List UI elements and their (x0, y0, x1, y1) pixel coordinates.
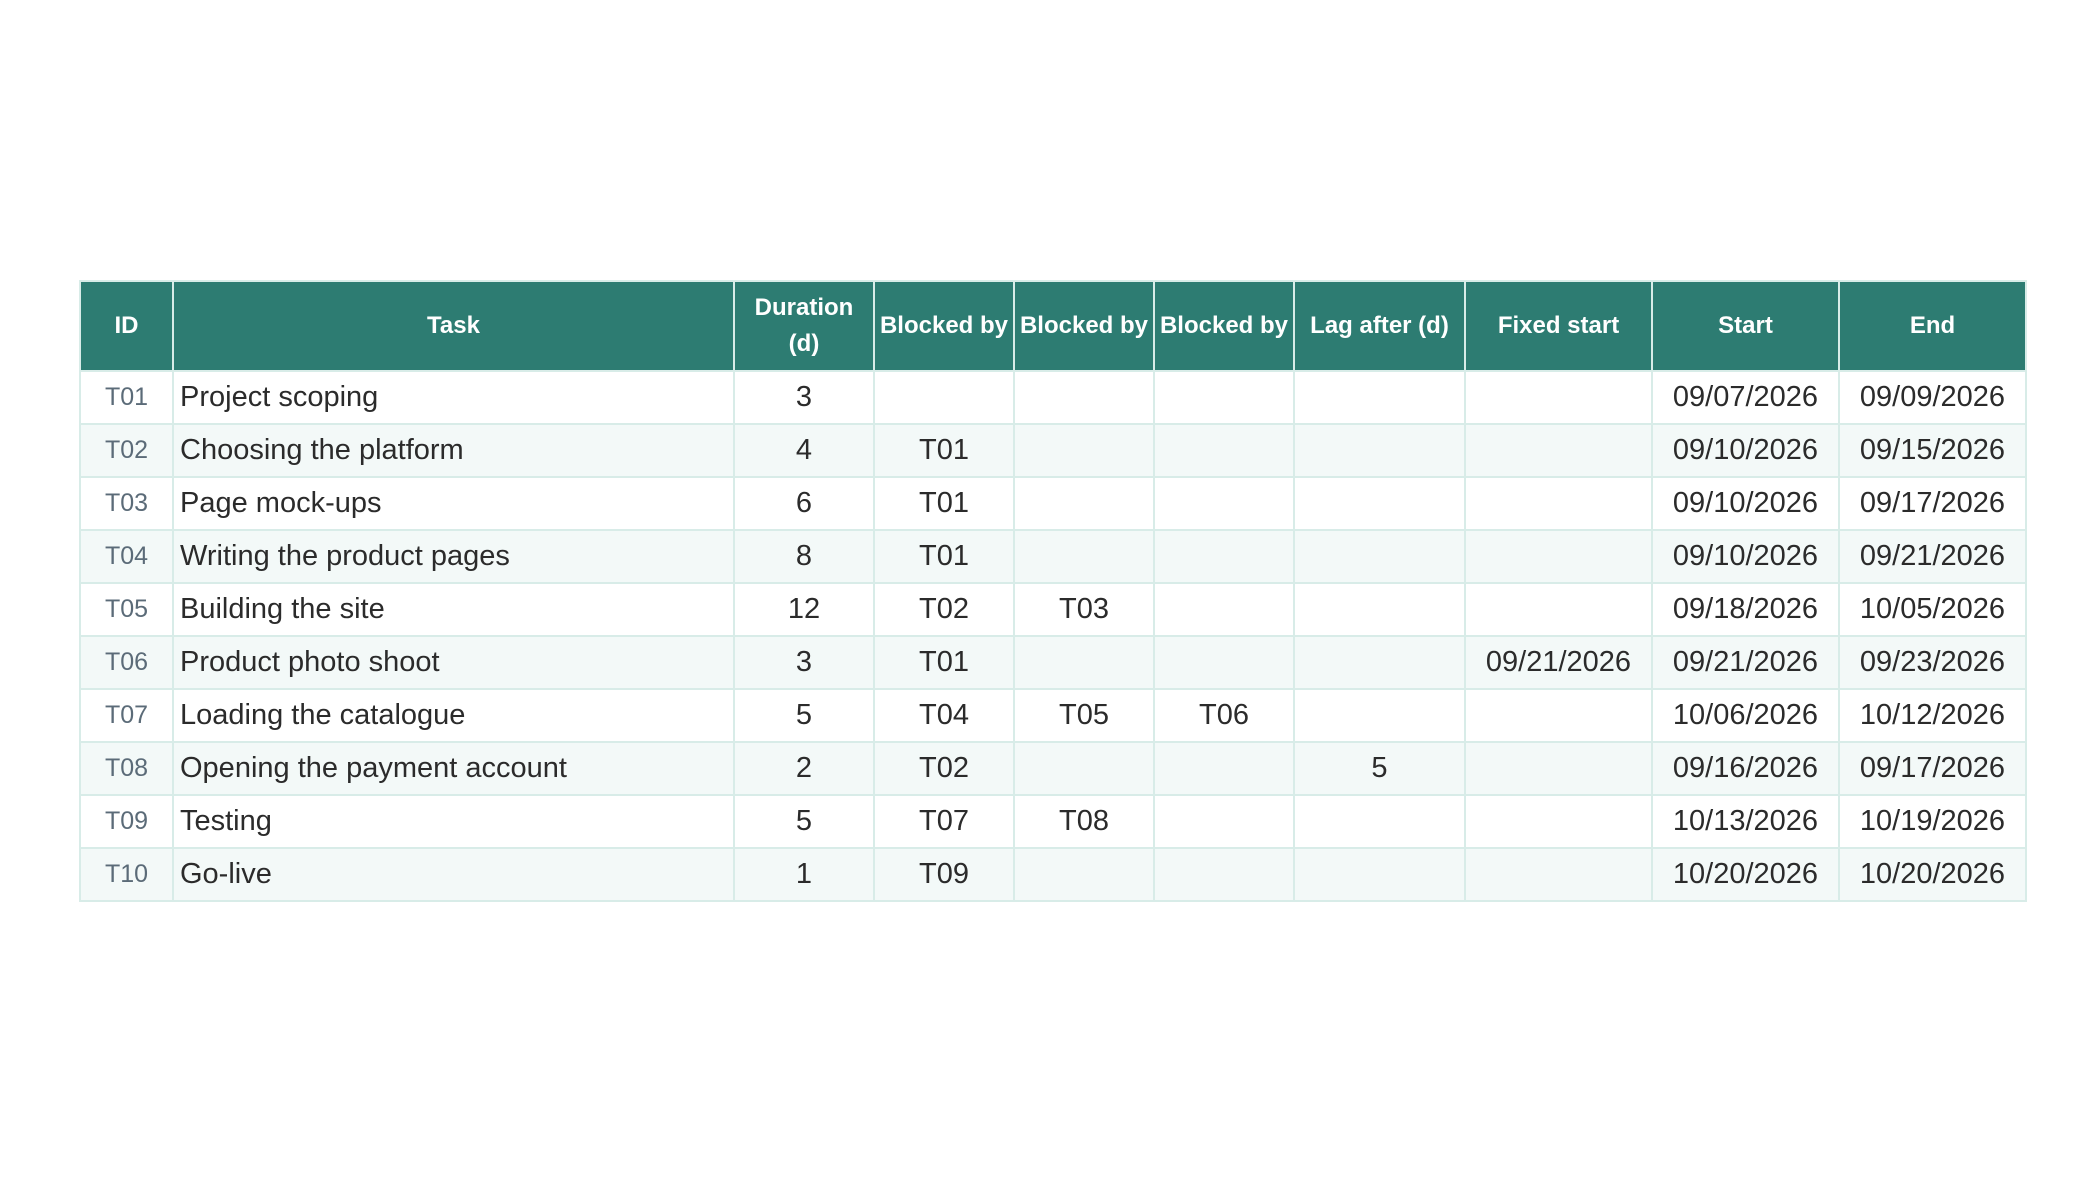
header-blocked-by-2[interactable]: Blocked by (1014, 281, 1154, 371)
table-row (80, 636, 2026, 689)
header-blocked-by-1[interactable]: Blocked by (874, 281, 1014, 371)
cell-blocked-by-3[interactable] (1154, 371, 1294, 424)
header-lag-after[interactable]: Lag after (d) (1294, 281, 1465, 371)
cell-fixed-start[interactable] (1465, 742, 1652, 795)
cell-blocked-by-3[interactable] (1154, 530, 1294, 583)
table-row (80, 371, 2026, 424)
cell-task[interactable]: Page mock-ups (173, 477, 734, 530)
cell-task[interactable]: Go-live (173, 848, 734, 901)
header-duration[interactable]: Duration (d) (734, 281, 874, 371)
cell-end[interactable]: 10/12/2026 (1839, 689, 2026, 742)
cell-task[interactable]: Choosing the platform (173, 424, 734, 477)
cell-id[interactable]: T03 (80, 477, 173, 530)
cell-lag-after[interactable] (1294, 424, 1465, 477)
table-row (80, 848, 2026, 901)
cell-lag-after[interactable] (1294, 636, 1465, 689)
cell-lag-after[interactable] (1294, 583, 1465, 636)
cell-lag-after[interactable] (1294, 371, 1465, 424)
header-row (80, 281, 2026, 371)
header-end[interactable]: End (1839, 281, 2026, 371)
cell-blocked-by-2[interactable] (1014, 848, 1154, 901)
cell-blocked-by-1[interactable]: T04 (874, 689, 1014, 742)
table-row (80, 689, 2026, 742)
cell-start[interactable]: 09/10/2026 (1652, 477, 1839, 530)
cell-blocked-by-3[interactable] (1154, 742, 1294, 795)
cell-id[interactable]: T10 (80, 848, 173, 901)
header-id[interactable]: ID (80, 281, 173, 371)
cell-end[interactable]: 10/19/2026 (1839, 795, 2026, 848)
cell-blocked-by-3[interactable] (1154, 795, 1294, 848)
cell-blocked-by-1[interactable]: T01 (874, 530, 1014, 583)
cell-id[interactable]: T01 (80, 371, 173, 424)
cell-blocked-by-2[interactable] (1014, 371, 1154, 424)
cell-end[interactable]: 09/17/2026 (1839, 477, 2026, 530)
header-start[interactable]: Start (1652, 281, 1839, 371)
task-schedule-table (79, 280, 2027, 902)
table-row (80, 795, 2026, 848)
cell-blocked-by-1[interactable]: T01 (874, 477, 1014, 530)
cell-blocked-by-2[interactable] (1014, 742, 1154, 795)
cell-blocked-by-1[interactable]: T07 (874, 795, 1014, 848)
cell-fixed-start[interactable] (1465, 424, 1652, 477)
cell-blocked-by-3[interactable] (1154, 477, 1294, 530)
cell-task[interactable]: Writing the product pages (173, 530, 734, 583)
table-row (80, 742, 2026, 795)
cell-blocked-by-1[interactable]: T02 (874, 742, 1014, 795)
table-row (80, 530, 2026, 583)
cell-duration[interactable]: 1 (734, 848, 874, 901)
cell-id[interactable]: T04 (80, 530, 173, 583)
cell-lag-after[interactable] (1294, 689, 1465, 742)
cell-duration[interactable]: 6 (734, 477, 874, 530)
cell-blocked-by-2[interactable] (1014, 636, 1154, 689)
cell-start[interactable]: 09/18/2026 (1652, 583, 1839, 636)
cell-blocked-by-1[interactable]: T01 (874, 636, 1014, 689)
cell-lag-after[interactable] (1294, 795, 1465, 848)
cell-duration[interactable]: 8 (734, 530, 874, 583)
cell-task[interactable]: Project scoping (173, 371, 734, 424)
table-row (80, 583, 2026, 636)
cell-id[interactable]: T08 (80, 742, 173, 795)
cell-lag-after[interactable]: 5 (1294, 742, 1465, 795)
cell-blocked-by-3[interactable]: T06 (1154, 689, 1294, 742)
cell-fixed-start[interactable] (1465, 583, 1652, 636)
cell-end[interactable]: 09/17/2026 (1839, 742, 2026, 795)
cell-task[interactable]: Building the site (173, 583, 734, 636)
cell-task[interactable]: Loading the catalogue (173, 689, 734, 742)
cell-id[interactable]: T07 (80, 689, 173, 742)
table-row (80, 424, 2026, 477)
cell-end[interactable]: 09/23/2026 (1839, 636, 2026, 689)
cell-duration[interactable]: 2 (734, 742, 874, 795)
cell-duration[interactable]: 4 (734, 424, 874, 477)
cell-fixed-start[interactable] (1465, 477, 1652, 530)
cell-fixed-start[interactable] (1465, 848, 1652, 901)
cell-fixed-start[interactable]: 09/21/2026 (1465, 636, 1652, 689)
cell-start[interactable]: 10/13/2026 (1652, 795, 1839, 848)
cell-fixed-start[interactable] (1465, 689, 1652, 742)
schedule-sheet (79, 280, 2025, 902)
cell-lag-after[interactable] (1294, 530, 1465, 583)
cell-fixed-start[interactable] (1465, 795, 1652, 848)
cell-end[interactable]: 10/20/2026 (1839, 848, 2026, 901)
cell-blocked-by-1[interactable]: T02 (874, 583, 1014, 636)
cell-blocked-by-3[interactable] (1154, 424, 1294, 477)
header-task[interactable]: Task (173, 281, 734, 371)
cell-duration[interactable]: 5 (734, 795, 874, 848)
cell-end[interactable]: 10/05/2026 (1839, 583, 2026, 636)
cell-task[interactable]: Product photo shoot (173, 636, 734, 689)
cell-end[interactable]: 09/09/2026 (1839, 371, 2026, 424)
cell-start[interactable]: 10/06/2026 (1652, 689, 1839, 742)
cell-blocked-by-2[interactable]: T05 (1014, 689, 1154, 742)
cell-duration[interactable]: 12 (734, 583, 874, 636)
cell-duration[interactable]: 3 (734, 371, 874, 424)
cell-lag-after[interactable] (1294, 477, 1465, 530)
cell-blocked-by-2[interactable] (1014, 530, 1154, 583)
cell-duration[interactable]: 5 (734, 689, 874, 742)
cell-blocked-by-1[interactable]: T01 (874, 424, 1014, 477)
cell-blocked-by-3[interactable] (1154, 848, 1294, 901)
cell-blocked-by-3[interactable] (1154, 636, 1294, 689)
cell-id[interactable]: T02 (80, 424, 173, 477)
cell-end[interactable]: 09/15/2026 (1839, 424, 2026, 477)
cell-start[interactable]: 09/07/2026 (1652, 371, 1839, 424)
cell-fixed-start[interactable] (1465, 371, 1652, 424)
cell-duration[interactable]: 3 (734, 636, 874, 689)
cell-blocked-by-3[interactable] (1154, 583, 1294, 636)
cell-blocked-by-2[interactable]: T08 (1014, 795, 1154, 848)
cell-start[interactable]: 09/21/2026 (1652, 636, 1839, 689)
cell-start[interactable]: 09/16/2026 (1652, 742, 1839, 795)
table-row (80, 477, 2026, 530)
cell-lag-after[interactable] (1294, 848, 1465, 901)
cell-start[interactable]: 10/20/2026 (1652, 848, 1839, 901)
cell-id[interactable]: T06 (80, 636, 173, 689)
cell-task[interactable]: Testing (173, 795, 734, 848)
header-blocked-by-3[interactable]: Blocked by (1154, 281, 1294, 371)
cell-blocked-by-2[interactable] (1014, 477, 1154, 530)
header-fixed-start[interactable]: Fixed start (1465, 281, 1652, 371)
cell-blocked-by-2[interactable] (1014, 424, 1154, 477)
cell-start[interactable]: 09/10/2026 (1652, 424, 1839, 477)
cell-end[interactable]: 09/21/2026 (1839, 530, 2026, 583)
cell-fixed-start[interactable] (1465, 530, 1652, 583)
cell-start[interactable]: 09/10/2026 (1652, 530, 1839, 583)
cell-blocked-by-2[interactable]: T03 (1014, 583, 1154, 636)
cell-task[interactable]: Opening the payment account (173, 742, 734, 795)
cell-blocked-by-1[interactable]: T09 (874, 848, 1014, 901)
cell-id[interactable]: T09 (80, 795, 173, 848)
table-body (80, 371, 2026, 901)
cell-blocked-by-1[interactable] (874, 371, 1014, 424)
cell-id[interactable]: T05 (80, 583, 173, 636)
